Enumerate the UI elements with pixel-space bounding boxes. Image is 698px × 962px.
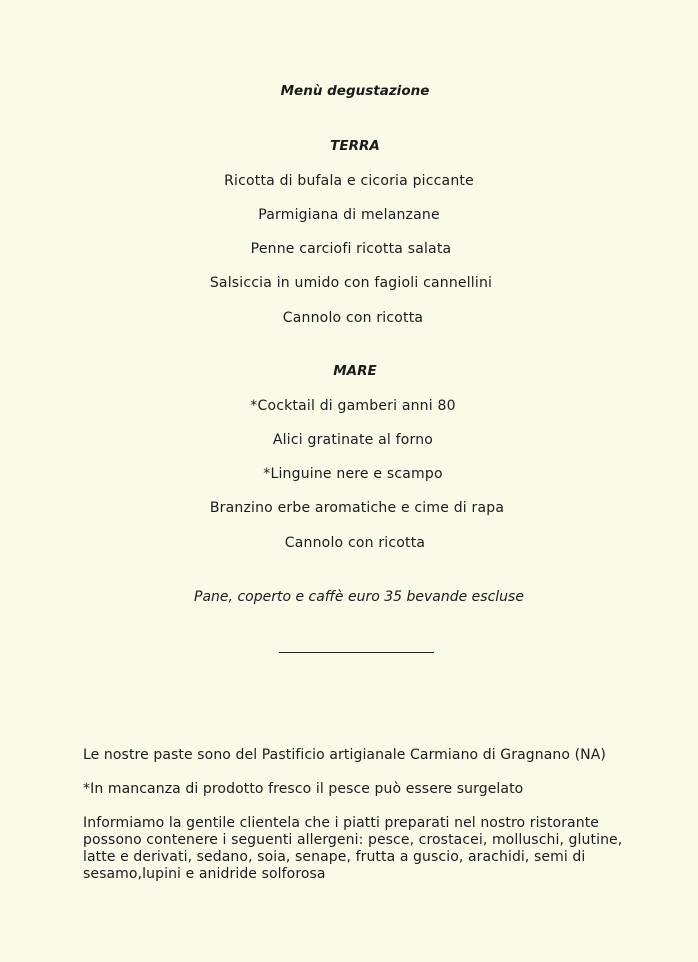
mare-dish: Alici gratinate al forno: [272, 432, 434, 448]
section-heading-mare: MARE: [333, 363, 377, 379]
section-heading-terra: TERRA: [330, 138, 380, 154]
terra-dish: Parmigiana di melanzane: [258, 207, 440, 223]
mare-dish: *Linguine nere e scampo: [263, 466, 443, 482]
mare-dish: *Cocktail di gamberi anni 80: [250, 398, 456, 414]
terra-dish: Salsiccia in umido con fagioli cannellini: [209, 275, 493, 291]
allergen-note-line: Informiamo la gentile clientela che i piatti preparati nel nostro ristorante: [83, 815, 600, 831]
allergen-note-line: sesamo,lupini e anidride solforosa: [83, 866, 326, 882]
price-line: Pane, coperto e caffè euro 35 bevande escluse: [194, 589, 524, 605]
allergen-note-line: latte e derivati, sedano, soia, senape, frutta a guscio, arachidi, semi di: [83, 849, 586, 865]
mare-dish: Branzino erbe aromatiche e cime di rapa: [209, 500, 505, 516]
divider-line: [279, 652, 434, 653]
terra-dish: Ricotta di bufala e cicoria piccante: [224, 173, 474, 189]
terra-dish: Penne carciofi ricotta salata: [250, 241, 452, 257]
pasta-note: Le nostre paste sono del Pastificio artigianale Carmiano di Gragnano (NA): [83, 747, 606, 763]
frozen-fish-note: *In mancanza di prodotto fresco il pesce può essere surgelato: [83, 781, 524, 797]
mare-dish: Cannolo con ricotta: [284, 535, 426, 551]
menu-title: Menù degustazione: [280, 83, 430, 99]
allergen-note-line: possono contenere i seguenti allergeni: pesce, crostacei, molluschi, glutine,: [83, 832, 623, 848]
terra-dish: Cannolo con ricotta: [282, 310, 424, 326]
